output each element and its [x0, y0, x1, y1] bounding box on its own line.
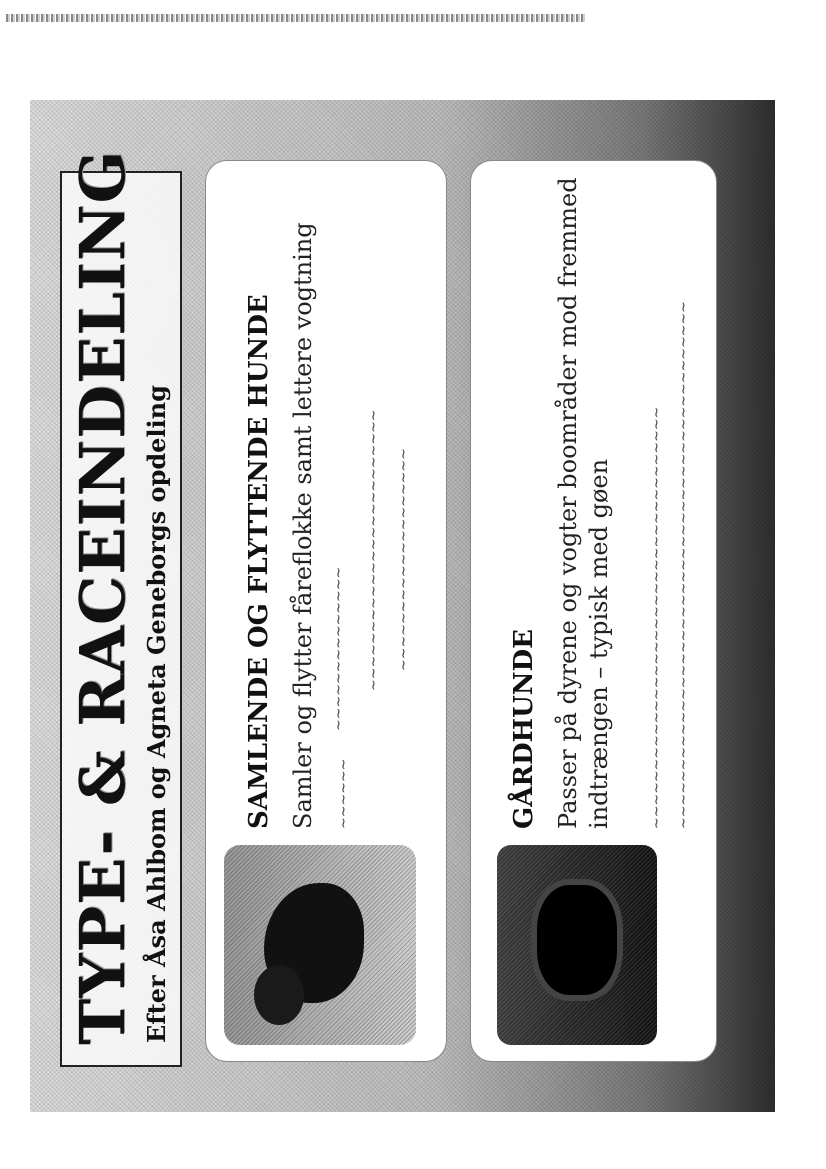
- card-farm-dogs: [470, 160, 717, 1062]
- scan-edge: [6, 14, 586, 22]
- card-text: Passer på dyrene og vogter boområder mod fremmed indtrængen – typisk med gøen: [554, 177, 614, 829]
- handwritten-note: ~~~~~~~~~~~~~~~~~~~: [396, 448, 412, 671]
- title-box: [60, 149, 182, 1067]
- card-heading: SAMLENDE OG FLYTTENDE HUNDE: [244, 294, 274, 829]
- dog-shape: [537, 885, 617, 995]
- slide-title: TYPE- & RACEINDELING: [66, 149, 139, 1045]
- card-herding-dogs: [205, 160, 447, 1062]
- card-heading: GÅRDHUNDE: [509, 629, 539, 829]
- handwritten-note: ~~~~~~~~~~~~~~~~~~~~~~~~~~~~~~~~~~~~~~~~~~~~~: [676, 301, 692, 829]
- handwritten-note: ~~~~~~: [336, 758, 352, 829]
- handwritten-note: ~~~~~~~~~~~~~~~~~~~~~~~~: [366, 409, 382, 691]
- card-text: Samler og flytter fåreflokke samt lettere vogtning: [289, 222, 317, 829]
- handwritten-note: ~~~~~~~~~~~~~~~~~~~~~~~~~~~~~~~~~~~~: [649, 406, 665, 829]
- farm-dog-photo: [497, 845, 657, 1045]
- slide: [30, 100, 775, 1112]
- handwritten-note: ~~~~~~~~~~~~~~: [331, 566, 347, 731]
- dog-head-shape: [254, 965, 304, 1025]
- herding-dog-photo: [224, 845, 416, 1045]
- slide-subtitle: Efter Åsa Ahlbom og Agneta Geneborgs opdeling: [142, 385, 171, 1043]
- slide-content: [30, 100, 775, 1112]
